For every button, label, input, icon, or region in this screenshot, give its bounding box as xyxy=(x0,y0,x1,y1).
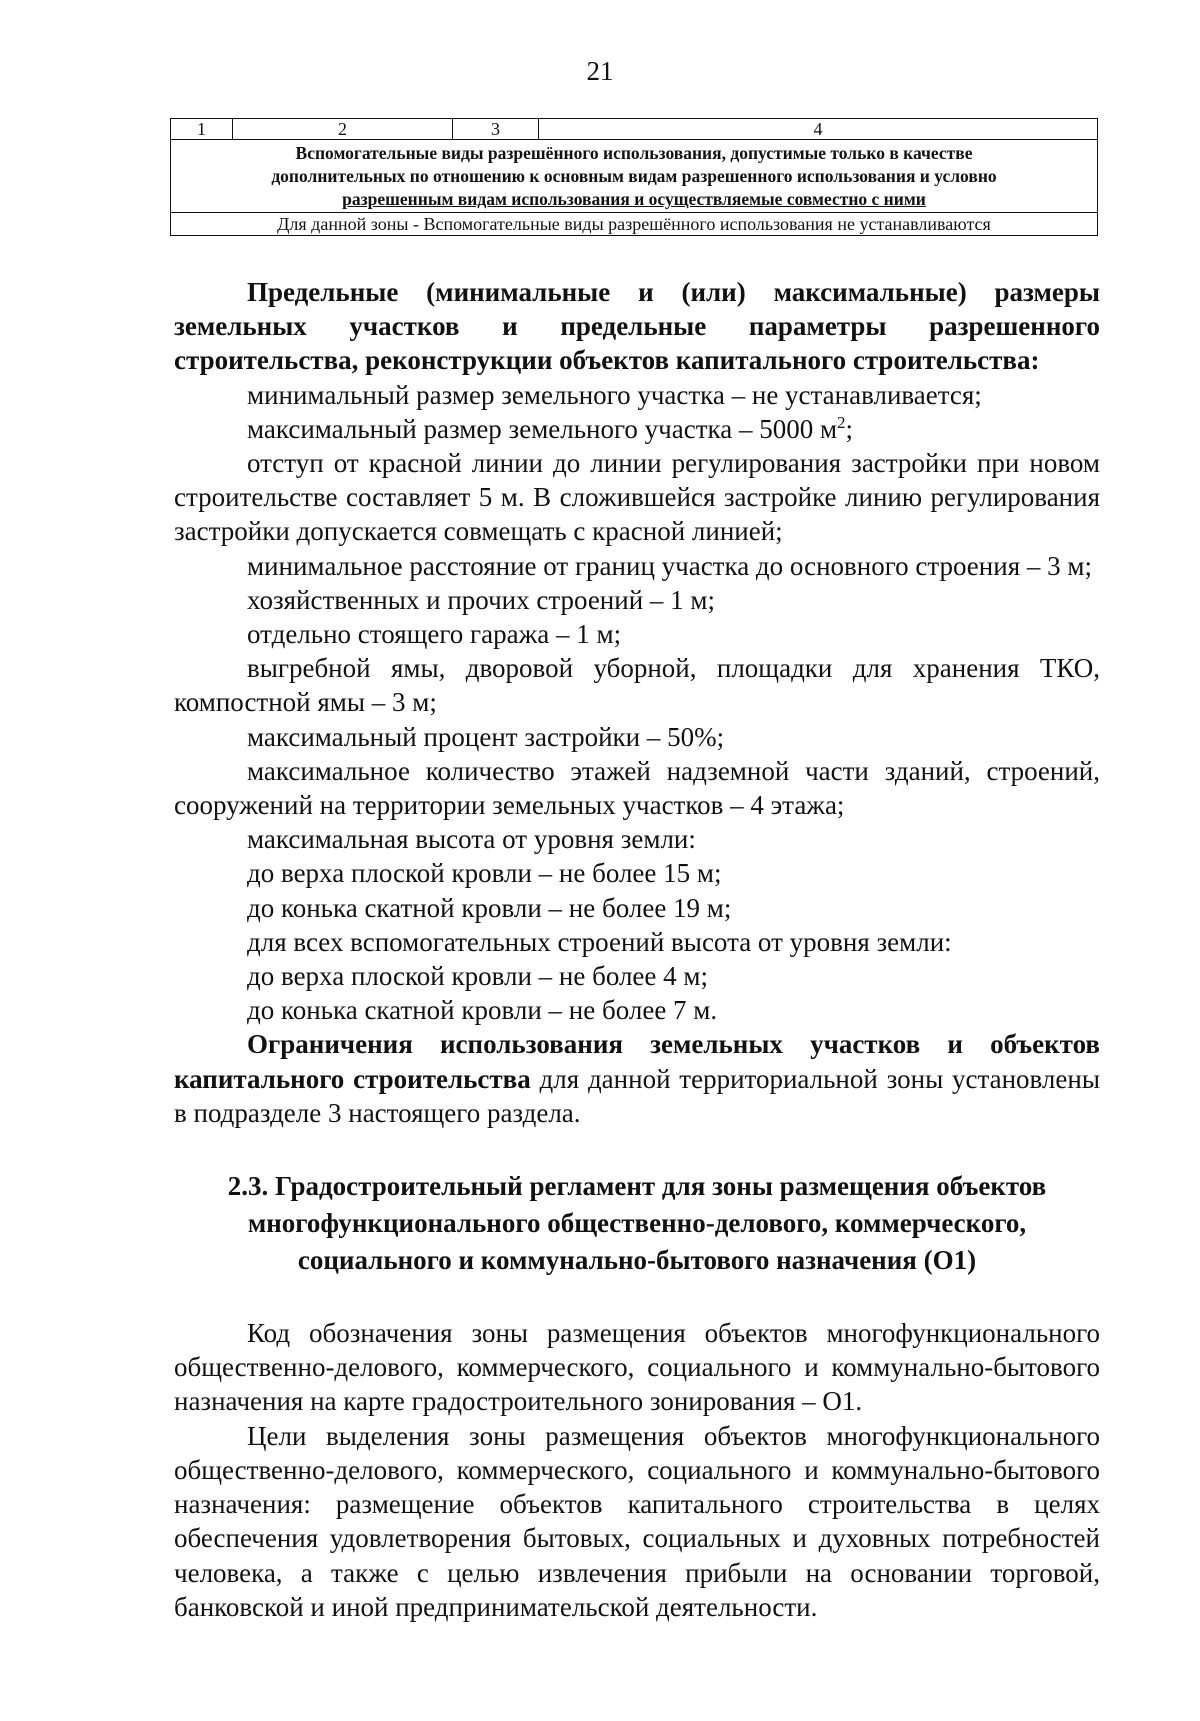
section-heading-line-1: 2.3. Градостроительный регламент для зоны размещения объектов xyxy=(227,1171,1047,1202)
household-buildings-distance: хозяйственных и прочих строений – 1 м; xyxy=(247,584,715,615)
table-title-line-2: дополнительных по отношению к основным видам разрешенного использования и условно xyxy=(271,166,997,186)
aux-flat-roof-height: до верха плоской кровли – не более 4 м; xyxy=(247,961,708,992)
section-heading-line-2: многофункционального общественно-делового, коммерческого, xyxy=(247,1208,1027,1239)
aux-pitched-roof-height: до конька скатной кровли – не более 7 м. xyxy=(247,995,718,1026)
document-body xyxy=(174,275,1100,1624)
column-number-1: 1 xyxy=(171,119,233,140)
aux-buildings-height: для всех вспомогательных строений высота от уровня земли: xyxy=(247,926,952,957)
cesspit-distance: выгребной ямы, дворовой уборной, площадки для хранения ТКО, компостной ямы – 3 м; xyxy=(174,653,1100,718)
max-height: максимальная высота от уровня земли: xyxy=(247,824,696,855)
page-number: 21 xyxy=(586,56,614,86)
max-floors: максимальное количество этажей надземной части зданий, строений, сооружений на территории земельных участков – 4 этажа; xyxy=(174,755,1100,821)
flat-roof-height: до верха плоской кровли – не более 15 м; xyxy=(247,858,722,889)
table-title xyxy=(171,140,1098,213)
table-title-line-1: Вспомогательные виды разрешённого использования, допустимые только в качестве xyxy=(295,143,973,163)
garage-distance: отдельно стоящего гаража – 1 м; xyxy=(247,619,622,650)
column-number-2: 2 xyxy=(233,119,453,140)
max-plot-suffix: ; xyxy=(845,413,854,444)
max-plot-superscript: 2 xyxy=(837,412,846,432)
max-plot-size xyxy=(174,412,1100,446)
min-distance: минимальное расстояние от границ участка до основного строения – 3 м; xyxy=(247,550,1092,581)
table-title-line-3: разрешенным видам использования и осуществляемые совместно с ними xyxy=(342,189,926,209)
zone-code-paragraph: Код обозначения зоны размещения объектов многофункционального общественно-делового, коммерческого, социального и коммунально-бытового назначения на карте градостроительного зонирования – О1. xyxy=(174,1318,1100,1417)
column-number-4: 4 xyxy=(539,119,1098,140)
table-title-row xyxy=(171,140,1098,213)
section-heading xyxy=(174,1168,1100,1279)
section-heading-line-3: социального и коммунально-бытового назначения (О1) xyxy=(297,1245,977,1276)
pitched-roof-height: до конька скатной кровли – не более 19 м; xyxy=(247,892,732,923)
table-note-row xyxy=(171,213,1098,236)
max-building-percent: максимальный процент застройки – 50%; xyxy=(247,721,725,752)
column-number-3: 3 xyxy=(453,119,539,140)
min-plot-size: минимальный размер земельного участка – не устанавливается; xyxy=(247,379,982,410)
restrictions-paragraph xyxy=(174,1027,1100,1130)
table-column-numbers xyxy=(171,119,1098,140)
red-line-setback: отступ от красной линии до линии регулирования застройки при новом строительстве составляет 5 м. В сложившейся застройке линию регулирования застройки допускается совмещать с красной линией; xyxy=(174,448,1100,547)
zone-goals-paragraph: Цели выделения зоны размещения объектов многофункционального общественно-делового, коммерческого, социального и коммунально-бытового назначения: размещение объектов капитального строительства в целях обеспечения удовлетворения бытовых, социальных и духовных потребностей человека, а также с целью извлечения прибыли на основании торговой, банковской и иной предпринимательской деятельности. xyxy=(174,1420,1100,1622)
restrictions-rest: для данной территориальной зоны установлены в подразделе 3 настоящего раздела. xyxy=(174,1063,1100,1128)
table-note: Для данной зоны - Вспомогательные виды разрешённого использования не устанавливаются xyxy=(171,213,1098,236)
limits-heading: Предельные (минимальные и (или) максимальные) размеры земельных участков и предельные параметры разрешенного строительства, реконструкции объектов капитального строительства: xyxy=(174,277,1100,376)
max-plot-text: максимальный размер земельного участка – 5000 м xyxy=(247,413,838,444)
permitted-use-table xyxy=(170,118,1098,236)
restrictions-bold: Ограничения использования земельных участков и объектов капитального строительства xyxy=(174,1029,1100,1094)
